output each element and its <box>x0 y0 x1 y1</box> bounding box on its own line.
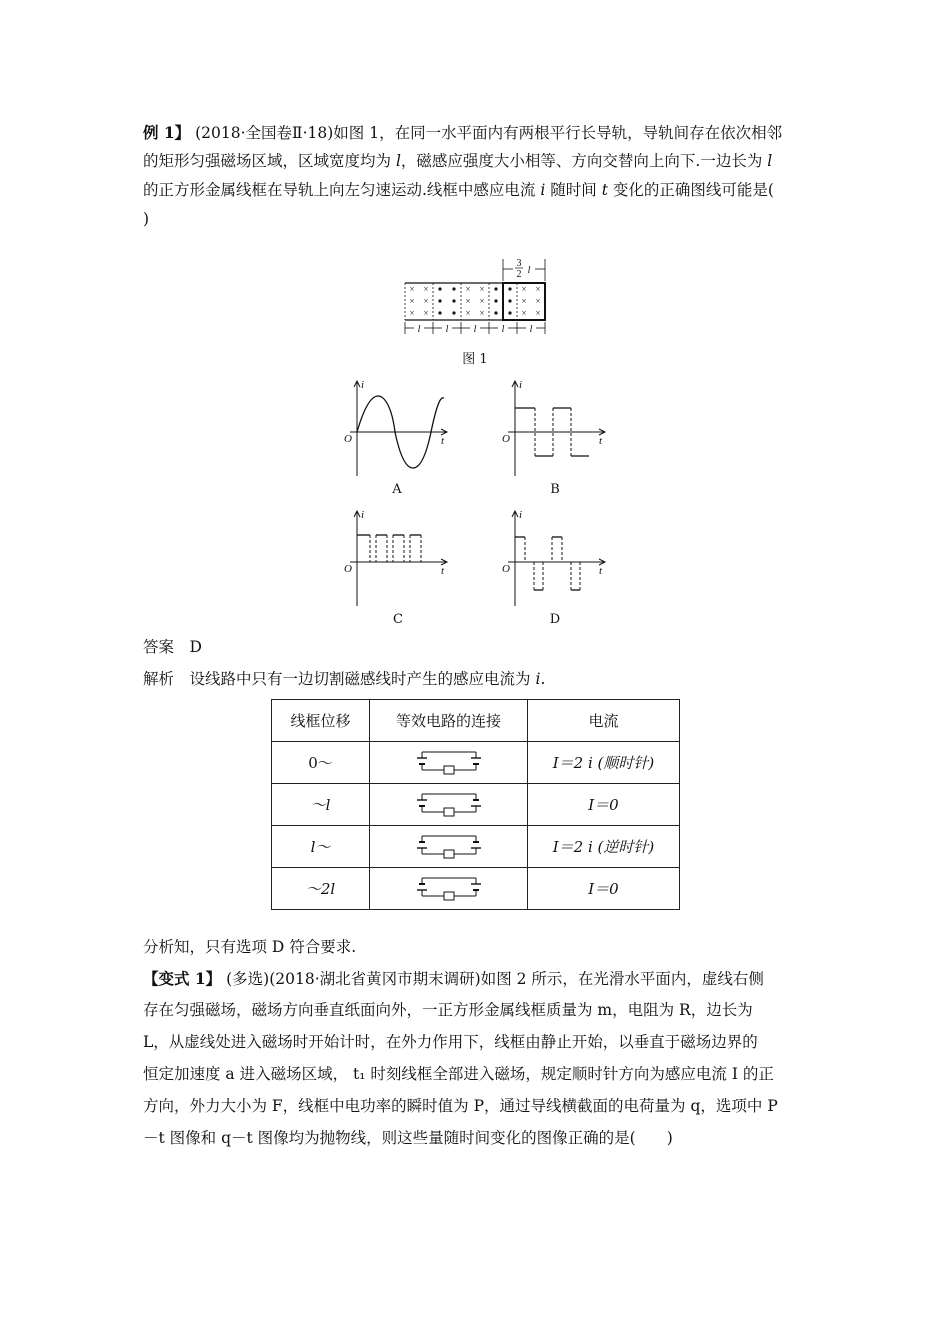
circuit-diagram <box>414 873 484 901</box>
cross-mark: × <box>409 308 415 318</box>
example-text-3a: 的正方形金属线框在导轨上向左匀速运动.线框中感应电流 <box>143 181 541 199</box>
origin-label: O <box>502 563 510 575</box>
segment-label: l <box>473 324 477 335</box>
cell-displacement: l～ <box>272 826 370 868</box>
segment-label: l <box>529 324 533 335</box>
origin-label: O <box>344 563 352 575</box>
table-row <box>272 784 680 826</box>
example-text-3b: 随时间 <box>545 181 602 199</box>
dim-var: l <box>527 265 531 276</box>
header-displacement: 线框位移 <box>272 700 370 742</box>
circuit-diagram <box>414 747 484 775</box>
variant-text-1: (多选)(2018·湖北省黄冈市期末调研)如图 2 所示，在光滑水平面内，虚线右侧 <box>226 970 764 988</box>
graph-b-label: B <box>550 482 560 497</box>
graph-c-label: C <box>393 612 403 627</box>
axis-i-label: i <box>361 509 365 521</box>
segment-label: l <box>417 324 421 335</box>
dim-numerator: 3 <box>516 258 522 269</box>
solution-table <box>271 699 680 910</box>
graph-d <box>498 508 613 608</box>
example-text-2: 的矩形匀强磁场区域，区域宽度均为 <box>143 152 396 170</box>
cell-displacement: 0～ <box>272 742 370 784</box>
table-row <box>272 826 680 868</box>
variant-line-1 <box>143 964 813 994</box>
figure-1-caption: 图 1 <box>462 352 488 367</box>
variant-line-2: 存在匀强磁场，磁场方向垂直纸面向外，一正方形金属线框质量为 m，电阻为 R，边长为 <box>143 1001 753 1019</box>
conclusion-line: 分析知，只有选项 D 符合要求. <box>143 938 357 956</box>
graph-d-label: D <box>549 612 561 627</box>
variant-line-5: 方向，外力大小为 F，线框中电功率的瞬时值为 P，通过导线横截面的电荷量为 q，选项中 P <box>143 1097 778 1115</box>
graph-b <box>498 378 613 478</box>
table-row <box>272 742 680 784</box>
axis-i-label: i <box>361 379 365 391</box>
header-current: 电流 <box>528 700 680 742</box>
cell-circuit <box>370 742 528 784</box>
cell-circuit <box>370 826 528 868</box>
var-i: i <box>540 181 546 199</box>
graph-a-label: A <box>392 482 402 497</box>
cross-mark: × <box>521 308 527 318</box>
circuit-diagram <box>414 789 484 817</box>
variant-line-4: 恒定加速度 a 进入磁场区域， t₁ 时刻线框全部进入磁场，规定顺时针方向为感应电流 I 的正 <box>143 1065 774 1083</box>
answer-value: D <box>189 638 202 656</box>
cross-mark: × <box>465 296 471 306</box>
axis-t-label: t <box>441 435 445 447</box>
cross-mark: × <box>479 308 485 318</box>
table-header-row <box>272 700 680 742</box>
example-source: (2018·全国卷Ⅱ·18) <box>195 124 334 142</box>
circuit-diagram <box>414 831 484 859</box>
cross-mark: × <box>465 284 471 294</box>
cell-current: I＝2 i (顺时针) <box>528 742 680 784</box>
segment-label: l <box>445 324 449 335</box>
example-line-3 <box>143 176 813 205</box>
axis-t-label: t <box>599 435 603 447</box>
var-l: l <box>395 152 401 170</box>
example-text-2b: ，磁感应强度大小相等、方向交替向上向下.一边长为 <box>400 152 768 170</box>
cross-mark: × <box>423 308 429 318</box>
example-text-1: 如图 1，在同一水平面内有两根平行长导轨，导轨间存在依次相邻 <box>333 124 783 142</box>
example-line-2 <box>143 147 813 176</box>
analysis-line <box>143 665 813 694</box>
analysis-text: 设线路中只有一边切割磁感线时产生的感应电流为 <box>189 670 536 688</box>
answer-label: 答案 <box>143 638 175 656</box>
cross-mark: × <box>465 308 471 318</box>
example-label: 例 1】 <box>143 123 191 142</box>
var-i: i <box>535 670 541 688</box>
graph-c <box>340 508 455 608</box>
answer-line <box>143 633 813 662</box>
axis-t-label: t <box>599 565 603 577</box>
cell-circuit <box>370 784 528 826</box>
cross-mark: × <box>479 296 485 306</box>
cross-mark: × <box>409 284 415 294</box>
cell-current: I＝0 <box>528 784 680 826</box>
cross-mark: × <box>535 308 541 318</box>
var-l: l <box>767 152 773 170</box>
cross-mark: × <box>521 284 527 294</box>
example-text-4: ) <box>143 210 150 228</box>
axis-t-label: t <box>441 565 445 577</box>
cross-mark: × <box>479 284 485 294</box>
graph-a <box>340 378 455 478</box>
segment-label: l <box>501 324 505 335</box>
example-line-1 <box>143 118 813 148</box>
cell-current: I＝2 i (逆时针) <box>528 826 680 868</box>
analysis-label: 解析 <box>143 670 175 688</box>
cross-mark: × <box>535 284 541 294</box>
cross-mark: × <box>409 296 415 306</box>
origin-label: O <box>502 433 510 445</box>
header-circuit: 等效电路的连接 <box>370 700 528 742</box>
cell-displacement: ～2l <box>272 868 370 910</box>
cross-mark: × <box>423 296 429 306</box>
variant-line-6: －t 图像和 q－t 图像均为抛物线，则这些量随时间变化的图像正确的是( ) <box>143 1129 673 1147</box>
origin-label: O <box>344 433 352 445</box>
var-t: t <box>601 181 608 199</box>
variant-label: 【变式 1】 <box>143 969 222 988</box>
example-line-4 <box>143 205 813 234</box>
variant-line-3: L，从虚线处进入磁场时开始计时，在外力作用下，线框由静止开始，以垂直于磁场边界的 <box>143 1033 758 1051</box>
figure-1-magnetic-field <box>395 256 555 338</box>
cell-circuit <box>370 868 528 910</box>
axis-i-label: i <box>519 379 523 391</box>
cell-displacement: ～l <box>272 784 370 826</box>
cross-mark: × <box>423 284 429 294</box>
dim-denominator: 2 <box>516 269 522 280</box>
cross-mark: × <box>521 296 527 306</box>
axis-i-label: i <box>519 509 523 521</box>
analysis-end: . <box>540 670 546 688</box>
cross-mark: × <box>535 296 541 306</box>
table-row <box>272 868 680 910</box>
example-text-3c: 变化的正确图线可能是( <box>607 181 774 199</box>
cell-current: I＝0 <box>528 868 680 910</box>
